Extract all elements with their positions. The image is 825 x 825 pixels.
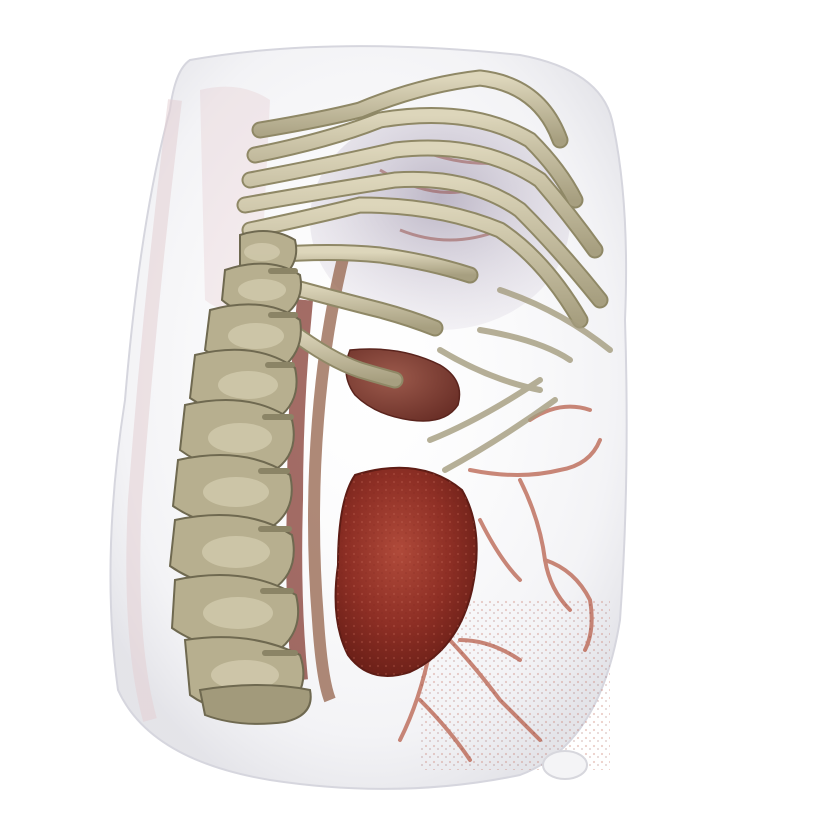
bottom-bubble bbox=[543, 751, 587, 779]
